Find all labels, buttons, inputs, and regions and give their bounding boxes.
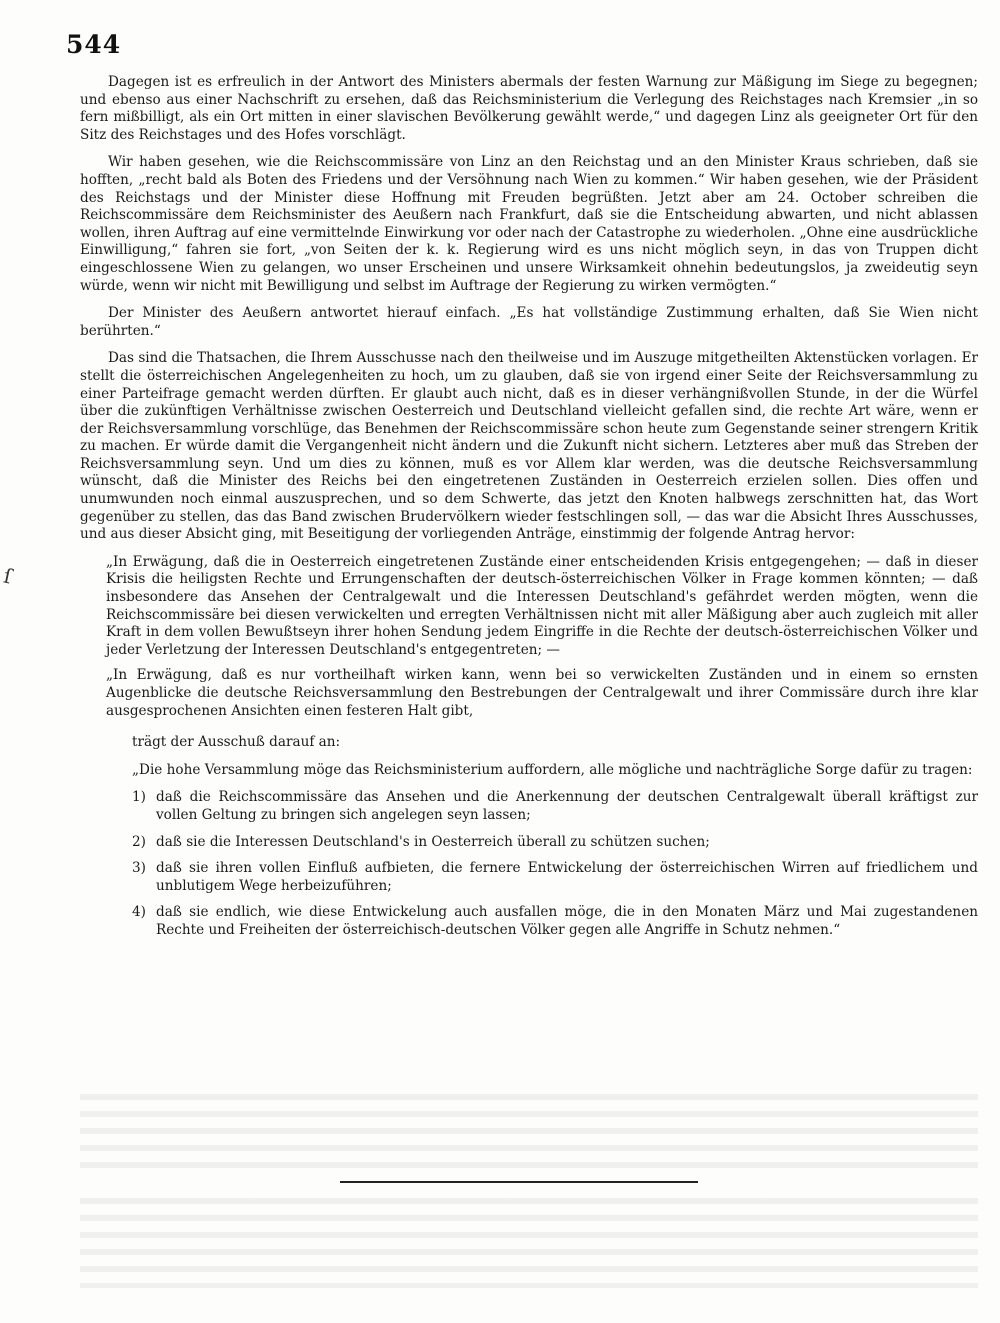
list-item-number: 2) bbox=[132, 833, 146, 850]
motion-label: trägt der Ausschuß darauf an: bbox=[132, 734, 341, 751]
list-item-number: 3) bbox=[132, 860, 146, 877]
list-item-text: daß sie die Interessen Deutschland's in Oesterreich überall zu schützen suchen; bbox=[156, 833, 710, 850]
margin-pen-mark: ſ bbox=[1, 563, 14, 589]
paragraph: Der Minister des Aeußern antwortet hierauf einfach. „Es hat vollständige Zustimmung erhalten, daß Sie Wien nicht berührten.“ bbox=[80, 305, 978, 339]
body-text bbox=[80, 74, 978, 949]
page-number: 544 bbox=[66, 30, 122, 59]
paragraph: Dagegen ist es erfreulich in der Antwort des Ministers abermals der festen Warnung zur Mäßigung im Siege zu begegnen; und ebenso aus einer Nachschrift zu ersehen, daß das Reichsministerium die Verlegung des Reichstages nach Kremsier „in so fern mißbilligt, als ein Ort mitten in einer slavischen Bevölkerung gewählt werde,“ und dagegen Linz als geeigneter Ort für den Sitz des Reichstages und des Hofes vorschlägt. bbox=[80, 74, 978, 143]
list-item bbox=[132, 860, 978, 895]
demand-list bbox=[80, 789, 978, 939]
list-item bbox=[132, 834, 978, 852]
paragraph: Das sind die Thatsachen, die Ihrem Ausschusse nach den theilweise und im Auszuge mitgetheilten Aktenstücken vorlagen. Er stellt die österreichischen Angelegenheiten zu hoch, um zu glauben, daß sie von irgend einer Seite der Reichsversammlung zu einer Parteifrage gemacht werden dürften. Er glaubt auch nicht, daß es in dieser verhängnißvollen Stunde, in der die Würfel über die zukünftigen Verhältnisse zwischen Oesterreich und Deutschland vielleicht gefallen sind, die rechte Art wäre, wenn er der Reichsversammlung vorschlüge, das Benehmen der Reichscommissäre schon heute zum Gegenstande seiner strengern Kritik zu machen. Er würde damit die Vergangenheit nicht ändern und die Zukunft nicht sichern. Letzteres aber muß das Streben der Reichsversammlung seyn. Und um dies zu können, muß es vor Allem klar werden, was die deutsche Reichsversammlung wünscht, daß die Minister des Reichs bei den eingetretenen Zuständen in Oesterreich erzielen sollen. Dies offen und unumwunden noch einmal auszusprechen, und so dem Schwerte, das jetzt den Knoten halbwegs zerschnitten hat, das Wort gegenüber zu stellen, das das Band zwischen Brudervölkern wieder festschlingen soll, — das war die Absicht Ihres Ausschusses, und aus dieser Absicht ging, mit Beseitigung der vorliegenden Anträge, einstimmig der folgende Antrag hervor: bbox=[80, 350, 978, 543]
list-item-text: daß die Reichscommissäre das Ansehen und die Anerkennung der deutschen Centralgewalt überall kräftigst zur vollen Geltung zu bringen sich angelegen seyn lassen; bbox=[156, 789, 978, 823]
paragraph: Wir haben gesehen, wie die Reichscommissäre von Linz an den Reichstag und an den Minister Kraus schrieben, daß sie hofften, „recht bald als Boten des Friedens und der Versöhnung nach Wien zu kommen.“ Wir haben gesehen, wie der Präsident des Reichstags und der Minister diese Hoffnung mit Freuden begrüßten. Jetzt aber am 24. October schreiben die Reichscommissäre dem Reichsminister des Aeußern nach Frankfurt, daß sie die Entscheidung abwarten, und nicht ablassen wollen, ihren Auftrag auf eine vermittelnde Einwirkung vor oder nach der Catastrophe zu wiederholen. „Ohne eine ausdrückliche Einwilligung,“ fahren sie fort, „von Seiten der k. k. Regierung wird es uns nicht möglich seyn, in das von Truppen dicht eingeschlossene Wien zu gelangen, wo unser Erscheinen und unsere Wirksamkeit ohnehin bedeutungslos, ja zweideutig seyn würde, wenn wir nicht mit Bewilligung und selbst im Auftrage der Regierung zu wirken vermögten.“ bbox=[80, 154, 978, 294]
resolution-clause: „In Erwägung, daß die in Oesterreich eingetretenen Zustände einer entscheidenden Krisis entgegengehen; — daß in dieser Krisis die heiligsten Rechte und Errungenschaften der deutsch-österreichischen Völker in Frage kommen könnten; — daß insbesondere das Ansehen der Centralgewalt und die Interessen Deutschland's gefährdet werden mögten, wenn die Reichscommissäre bei diesen verwickelten und erregten Verhältnissen nicht mit aller Mäßigung aber auch zugleich mit aller Kraft in dem vollen Bewußtseyn ihrer hohen Sendung jedem Eingriffe in die Rechte der deutsch-österreichischen Völker und jeder Verletzung der Interessen Deutschland's entgegentreten; — bbox=[106, 553, 978, 658]
list-item-text: daß sie endlich, wie diese Entwickelung auch ausfallen möge, die in den Monaten März und Mai zugestandenen Rechte und Freiheiten der österreichisch-deutschen Völker gegen alle Angriffe in Schutz nehmen.“ bbox=[156, 904, 978, 938]
section-rule bbox=[340, 1181, 698, 1183]
list-item-number: 1) bbox=[132, 789, 146, 806]
resolution-clause: „In Erwägung, daß es nur vortheilhaft wirken kann, wenn bei so verwickelten Zuständen und in einem so ernsten Augenblicke die deutsche Reichsversammlung den Bestrebungen der Centralgewalt und ihrer Commissäre durch ihre klar ausgesprochenen Ansichten einen festeren Halt gibt, bbox=[106, 667, 978, 719]
list-item bbox=[132, 789, 978, 824]
motion-request: „Die hohe Versammlung möge das Reichsministerium auffordern, alle mögliche und nachträgliche Sorge dafür zu tragen: bbox=[132, 761, 973, 778]
list-item bbox=[132, 904, 978, 939]
bleed-through-text bbox=[80, 1094, 978, 1178]
list-item-number: 4) bbox=[132, 904, 146, 921]
list-item-text: daß sie ihren vollen Einfluß aufbieten, die fernere Entwickelung der österreichischen Wirren auf friedlichem und unblutigem Wege herbeizuführen; bbox=[156, 860, 978, 894]
bleed-through-text bbox=[80, 1198, 978, 1288]
